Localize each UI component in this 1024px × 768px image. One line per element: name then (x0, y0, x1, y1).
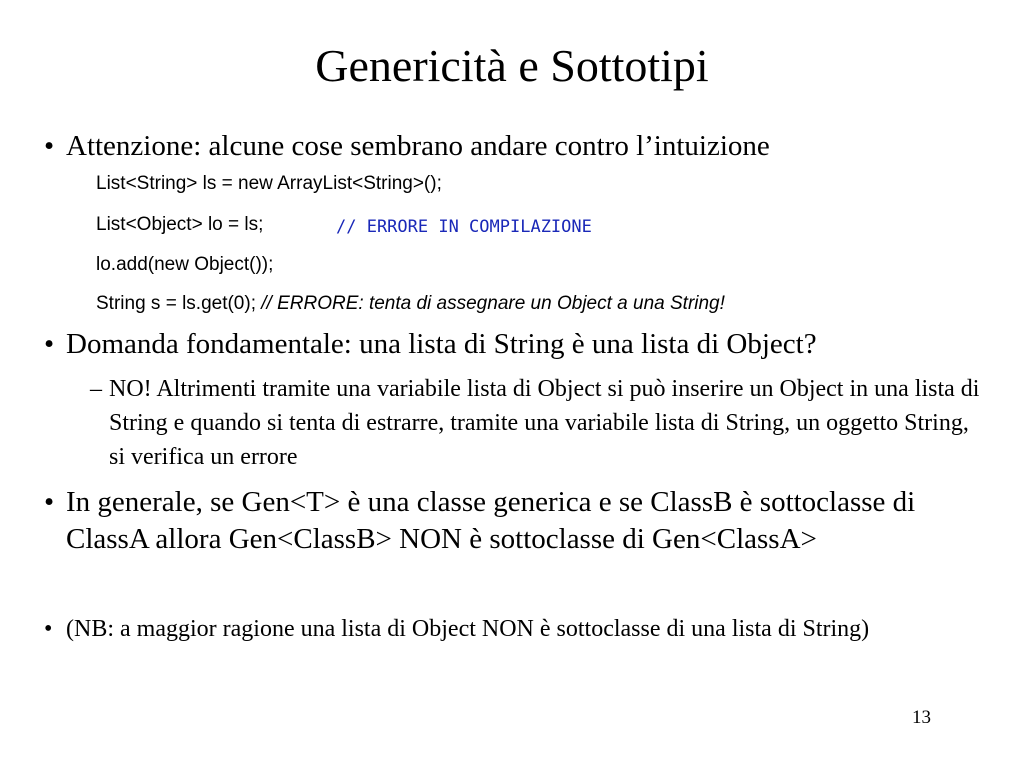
bullet-marker: • (44, 486, 55, 518)
code-line-3: lo.add(new Object()); (96, 254, 274, 275)
code-comment-compile-error: // ERRORE IN COMPILAZIONE (336, 217, 592, 237)
bullet-marker: • (44, 616, 53, 642)
sub-bullet-answer (90, 372, 990, 474)
code-line-4-comment: // ERRORE: tenta di assegnare un Object a una String! (261, 293, 725, 314)
page-number: 13 (912, 707, 931, 728)
bullet-nb (44, 612, 984, 646)
sub-bullet-marker: – (90, 376, 102, 402)
slide-title: Genericità e Sottotipi (315, 40, 709, 91)
code-line-4-statement: String s = ls.get(0); (96, 293, 256, 314)
code-line-1: List<String> ls = new ArrayList<String>(); (96, 173, 442, 194)
bullet-general-rule (44, 484, 984, 558)
code-line-2: List<Object> lo = ls; (96, 214, 264, 235)
bullet-question (44, 326, 984, 363)
bullet-text: In generale, se Gen<T> è una classe generica e se ClassB è sottoclasse di ClassA allora Gen<ClassB> NON è sottoclasse di Gen<ClassA> (66, 486, 916, 555)
bullet-marker: • (44, 328, 55, 360)
bullet-attention (44, 128, 984, 165)
bullet-text: Attenzione: alcune cose sembrano andare contro l’intuizione (66, 130, 770, 162)
bullet-text: Domanda fondamentale: una lista di String è una lista di Object? (66, 328, 817, 360)
sub-bullet-text: NO! Altrimenti tramite una variabile lista di Object si può inserire un Object in una lista di String e quando si tenta di estrarre, tramite una variabile lista di String, un oggetto String, si verifica un errore (109, 376, 980, 470)
bullet-text: (NB: a maggior ragione una lista di Object NON è sottoclasse di una lista di String) (66, 616, 870, 642)
bullet-marker: • (44, 130, 55, 162)
code-line-4 (96, 292, 725, 316)
